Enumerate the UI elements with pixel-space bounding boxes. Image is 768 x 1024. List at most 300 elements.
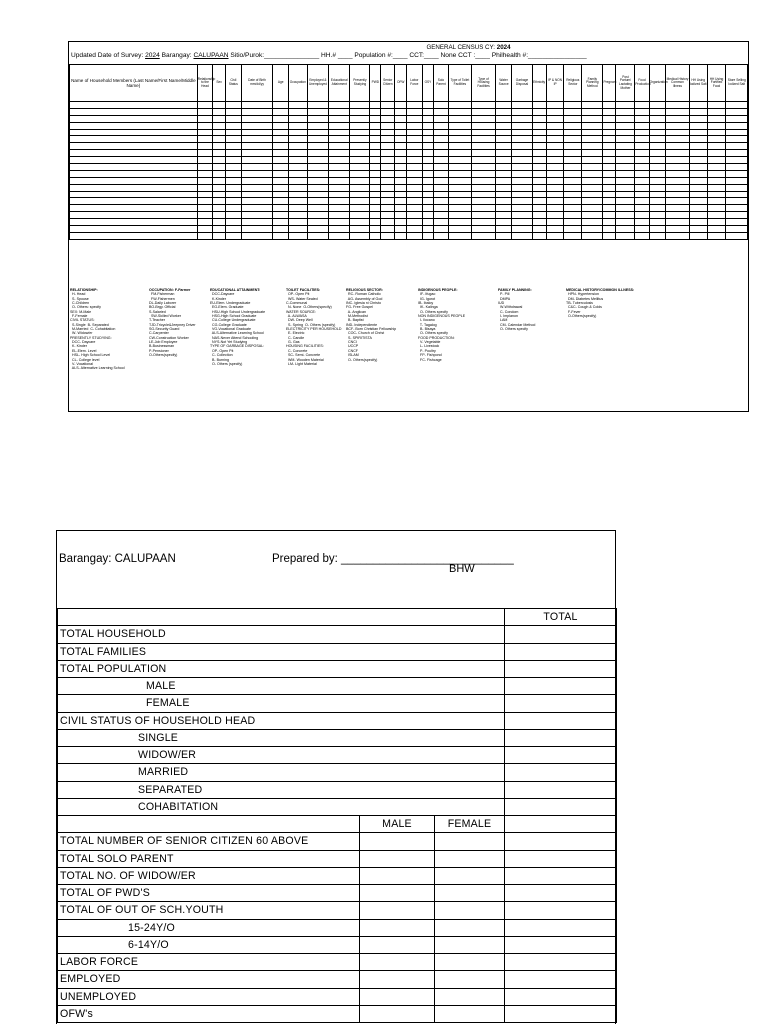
- total-value-cell[interactable]: [505, 919, 617, 936]
- census-cell[interactable]: [582, 143, 603, 150]
- census-cell[interactable]: [329, 129, 350, 136]
- census-cell[interactable]: [666, 219, 690, 226]
- census-cell[interactable]: [472, 198, 496, 205]
- census-cell[interactable]: [582, 108, 603, 115]
- male-value-cell[interactable]: [360, 971, 435, 988]
- census-cell[interactable]: [395, 129, 407, 136]
- census-cell[interactable]: [472, 212, 496, 219]
- census-cell[interactable]: [288, 150, 307, 157]
- census-cell[interactable]: [635, 212, 649, 219]
- census-cell[interactable]: [532, 157, 546, 164]
- census-cell[interactable]: [512, 226, 532, 233]
- census-cell[interactable]: [532, 226, 546, 233]
- census-cell[interactable]: [616, 157, 635, 164]
- census-cell[interactable]: [434, 219, 448, 226]
- census-cell[interactable]: [213, 205, 226, 212]
- census-cell[interactable]: [546, 219, 564, 226]
- total-value-cell[interactable]: [505, 643, 617, 660]
- census-cell[interactable]: [422, 122, 434, 129]
- census-cell[interactable]: [288, 136, 307, 143]
- census-cell[interactable]: [273, 198, 288, 205]
- census-cell[interactable]: [213, 115, 226, 122]
- census-cell[interactable]: [288, 170, 307, 177]
- census-cell[interactable]: [495, 129, 512, 136]
- total-value-cell[interactable]: [505, 747, 617, 764]
- census-cell[interactable]: [726, 102, 748, 109]
- census-cell[interactable]: [213, 102, 226, 109]
- census-cell[interactable]: [582, 177, 603, 184]
- census-cell[interactable]: [407, 226, 422, 233]
- census-cell[interactable]: [381, 150, 395, 157]
- census-cell[interactable]: [689, 226, 707, 233]
- census-cell[interactable]: [448, 157, 472, 164]
- census-cell[interactable]: [329, 191, 350, 198]
- census-cell[interactable]: [226, 219, 241, 226]
- male-value-cell[interactable]: [360, 867, 435, 884]
- female-value-cell[interactable]: [435, 902, 505, 919]
- census-cell[interactable]: [307, 205, 328, 212]
- census-cell[interactable]: [649, 164, 666, 171]
- total-value-cell[interactable]: [505, 781, 617, 798]
- census-cell[interactable]: [407, 170, 422, 177]
- census-cell[interactable]: [288, 226, 307, 233]
- census-cell[interactable]: [329, 164, 350, 171]
- census-cell[interactable]: [666, 191, 690, 198]
- census-cell[interactable]: [407, 136, 422, 143]
- census-cell[interactable]: [448, 205, 472, 212]
- census-cell[interactable]: [370, 177, 381, 184]
- census-cell[interactable]: [273, 232, 288, 239]
- census-cell[interactable]: [407, 150, 422, 157]
- census-cell[interactable]: [370, 170, 381, 177]
- census-cell[interactable]: [273, 219, 288, 226]
- census-cell[interactable]: [241, 184, 273, 191]
- female-value-cell[interactable]: [435, 1005, 505, 1022]
- census-cell[interactable]: [407, 198, 422, 205]
- census-cell[interactable]: [350, 164, 370, 171]
- census-cell[interactable]: [407, 129, 422, 136]
- census-cell[interactable]: [381, 108, 395, 115]
- census-cell[interactable]: [434, 108, 448, 115]
- census-cell[interactable]: [422, 157, 434, 164]
- census-cell[interactable]: [307, 219, 328, 226]
- census-cell[interactable]: [197, 115, 212, 122]
- census-cell[interactable]: [635, 108, 649, 115]
- census-cell[interactable]: [70, 129, 198, 136]
- census-cell[interactable]: [213, 212, 226, 219]
- census-cell[interactable]: [226, 205, 241, 212]
- census-cell[interactable]: [603, 232, 616, 239]
- census-cell[interactable]: [226, 150, 241, 157]
- census-cell[interactable]: [582, 136, 603, 143]
- census-cell[interactable]: [226, 108, 241, 115]
- census-cell[interactable]: [582, 205, 603, 212]
- census-cell[interactable]: [546, 198, 564, 205]
- census-cell[interactable]: [582, 157, 603, 164]
- census-cell[interactable]: [635, 122, 649, 129]
- census-cell[interactable]: [582, 129, 603, 136]
- census-cell[interactable]: [635, 184, 649, 191]
- census-cell[interactable]: [635, 191, 649, 198]
- census-cell[interactable]: [616, 115, 635, 122]
- census-cell[interactable]: [70, 212, 198, 219]
- census-cell[interactable]: [422, 115, 434, 122]
- census-cell[interactable]: [649, 122, 666, 129]
- census-cell[interactable]: [329, 212, 350, 219]
- census-cell[interactable]: [707, 129, 726, 136]
- census-cell[interactable]: [472, 157, 496, 164]
- census-cell[interactable]: [564, 115, 582, 122]
- census-cell[interactable]: [422, 219, 434, 226]
- census-cell[interactable]: [495, 150, 512, 157]
- census-cell[interactable]: [307, 191, 328, 198]
- census-cell[interactable]: [582, 219, 603, 226]
- census-cell[interactable]: [649, 205, 666, 212]
- census-cell[interactable]: [422, 226, 434, 233]
- census-cell[interactable]: [532, 164, 546, 171]
- census-cell[interactable]: [666, 198, 690, 205]
- census-cell[interactable]: [407, 164, 422, 171]
- census-cell[interactable]: [666, 115, 690, 122]
- census-cell[interactable]: [635, 143, 649, 150]
- census-cell[interactable]: [495, 205, 512, 212]
- census-cell[interactable]: [616, 219, 635, 226]
- census-cell[interactable]: [635, 170, 649, 177]
- census-cell[interactable]: [726, 232, 748, 239]
- census-cell[interactable]: [434, 177, 448, 184]
- total-value-cell[interactable]: [505, 729, 617, 746]
- census-cell[interactable]: [649, 198, 666, 205]
- census-cell[interactable]: [434, 115, 448, 122]
- census-cell[interactable]: [564, 170, 582, 177]
- census-cell[interactable]: [407, 108, 422, 115]
- census-cell[interactable]: [666, 184, 690, 191]
- census-cell[interactable]: [616, 108, 635, 115]
- census-cell[interactable]: [603, 122, 616, 129]
- census-cell[interactable]: [603, 129, 616, 136]
- census-cell[interactable]: [370, 198, 381, 205]
- census-cell[interactable]: [241, 226, 273, 233]
- female-value-cell[interactable]: [435, 988, 505, 1005]
- census-cell[interactable]: [472, 191, 496, 198]
- census-cell[interactable]: [381, 136, 395, 143]
- census-cell[interactable]: [213, 136, 226, 143]
- census-cell[interactable]: [666, 205, 690, 212]
- total-value-cell[interactable]: [505, 798, 617, 815]
- census-cell[interactable]: [546, 115, 564, 122]
- census-cell[interactable]: [407, 102, 422, 109]
- census-cell[interactable]: [422, 191, 434, 198]
- census-cell[interactable]: [350, 136, 370, 143]
- census-cell[interactable]: [407, 122, 422, 129]
- census-cell[interactable]: [472, 232, 496, 239]
- census-cell[interactable]: [448, 136, 472, 143]
- total-value-cell[interactable]: [505, 902, 617, 919]
- census-cell[interactable]: [407, 157, 422, 164]
- census-cell[interactable]: [197, 150, 212, 157]
- census-cell[interactable]: [472, 136, 496, 143]
- census-cell[interactable]: [512, 232, 532, 239]
- census-cell[interactable]: [226, 226, 241, 233]
- census-cell[interactable]: [370, 143, 381, 150]
- census-cell[interactable]: [649, 170, 666, 177]
- census-cell[interactable]: [241, 102, 273, 109]
- census-cell[interactable]: [616, 143, 635, 150]
- census-cell[interactable]: [649, 212, 666, 219]
- census-cell[interactable]: [197, 170, 212, 177]
- census-cell[interactable]: [649, 115, 666, 122]
- male-value-cell[interactable]: [360, 1005, 435, 1022]
- census-cell[interactable]: [422, 198, 434, 205]
- census-cell[interactable]: [512, 191, 532, 198]
- census-cell[interactable]: [70, 157, 198, 164]
- census-cell[interactable]: [241, 212, 273, 219]
- census-cell[interactable]: [582, 226, 603, 233]
- census-cell[interactable]: [546, 177, 564, 184]
- census-cell[interactable]: [381, 143, 395, 150]
- census-cell[interactable]: [726, 177, 748, 184]
- census-cell[interactable]: [381, 157, 395, 164]
- total-value-cell[interactable]: [505, 678, 617, 695]
- census-cell[interactable]: [448, 198, 472, 205]
- total-value-cell[interactable]: [505, 867, 617, 884]
- census-cell[interactable]: [666, 170, 690, 177]
- census-cell[interactable]: [241, 232, 273, 239]
- census-cell[interactable]: [434, 129, 448, 136]
- census-cell[interactable]: [381, 164, 395, 171]
- total-value-cell[interactable]: [505, 695, 617, 712]
- census-cell[interactable]: [226, 102, 241, 109]
- census-cell[interactable]: [472, 129, 496, 136]
- census-cell[interactable]: [649, 226, 666, 233]
- census-cell[interactable]: [616, 102, 635, 109]
- census-cell[interactable]: [70, 170, 198, 177]
- census-cell[interactable]: [422, 136, 434, 143]
- census-cell[interactable]: [649, 184, 666, 191]
- census-cell[interactable]: [350, 184, 370, 191]
- male-value-cell[interactable]: [360, 885, 435, 902]
- total-value-cell[interactable]: [505, 712, 617, 729]
- census-cell[interactable]: [395, 102, 407, 109]
- census-cell[interactable]: [395, 212, 407, 219]
- census-cell[interactable]: [726, 122, 748, 129]
- census-cell[interactable]: [546, 136, 564, 143]
- census-cell[interactable]: [726, 108, 748, 115]
- census-cell[interactable]: [350, 177, 370, 184]
- census-cell[interactable]: [472, 205, 496, 212]
- census-cell[interactable]: [689, 184, 707, 191]
- census-cell[interactable]: [726, 212, 748, 219]
- census-cell[interactable]: [350, 191, 370, 198]
- census-cell[interactable]: [649, 232, 666, 239]
- census-cell[interactable]: [726, 150, 748, 157]
- census-cell[interactable]: [288, 205, 307, 212]
- census-cell[interactable]: [197, 129, 212, 136]
- census-cell[interactable]: [726, 184, 748, 191]
- census-cell[interactable]: [616, 205, 635, 212]
- census-cell[interactable]: [241, 205, 273, 212]
- census-cell[interactable]: [512, 198, 532, 205]
- census-cell[interactable]: [532, 198, 546, 205]
- census-cell[interactable]: [70, 136, 198, 143]
- census-cell[interactable]: [350, 205, 370, 212]
- census-cell[interactable]: [448, 108, 472, 115]
- census-cell[interactable]: [649, 219, 666, 226]
- census-cell[interactable]: [707, 157, 726, 164]
- census-cell[interactable]: [616, 212, 635, 219]
- census-cell[interactable]: [495, 136, 512, 143]
- census-cell[interactable]: [635, 115, 649, 122]
- total-value-cell[interactable]: [505, 1005, 617, 1022]
- census-cell[interactable]: [434, 198, 448, 205]
- male-value-cell[interactable]: [360, 936, 435, 953]
- census-cell[interactable]: [649, 129, 666, 136]
- census-cell[interactable]: [395, 150, 407, 157]
- census-cell[interactable]: [422, 205, 434, 212]
- census-cell[interactable]: [689, 191, 707, 198]
- census-cell[interactable]: [350, 150, 370, 157]
- census-cell[interactable]: [603, 143, 616, 150]
- census-cell[interactable]: [582, 212, 603, 219]
- census-cell[interactable]: [532, 129, 546, 136]
- male-value-cell[interactable]: [360, 850, 435, 867]
- census-cell[interactable]: [448, 177, 472, 184]
- census-cell[interactable]: [197, 122, 212, 129]
- census-cell[interactable]: [70, 150, 198, 157]
- census-cell[interactable]: [226, 129, 241, 136]
- census-cell[interactable]: [726, 198, 748, 205]
- census-cell[interactable]: [512, 184, 532, 191]
- census-cell[interactable]: [603, 198, 616, 205]
- census-cell[interactable]: [70, 191, 198, 198]
- census-cell[interactable]: [241, 150, 273, 157]
- census-cell[interactable]: [434, 191, 448, 198]
- census-cell[interactable]: [564, 122, 582, 129]
- census-cell[interactable]: [707, 108, 726, 115]
- census-cell[interactable]: [307, 102, 328, 109]
- census-cell[interactable]: [448, 164, 472, 171]
- census-cell[interactable]: [241, 219, 273, 226]
- male-value-cell[interactable]: [360, 919, 435, 936]
- census-cell[interactable]: [329, 177, 350, 184]
- total-value-cell[interactable]: [505, 971, 617, 988]
- census-cell[interactable]: [395, 219, 407, 226]
- census-cell[interactable]: [649, 150, 666, 157]
- census-cell[interactable]: [649, 177, 666, 184]
- census-cell[interactable]: [582, 170, 603, 177]
- census-cell[interactable]: [649, 102, 666, 109]
- census-cell[interactable]: [689, 150, 707, 157]
- census-cell[interactable]: [370, 232, 381, 239]
- census-cell[interactable]: [381, 177, 395, 184]
- census-cell[interactable]: [422, 129, 434, 136]
- census-cell[interactable]: [370, 212, 381, 219]
- census-cell[interactable]: [448, 191, 472, 198]
- census-cell[interactable]: [495, 191, 512, 198]
- census-cell[interactable]: [307, 212, 328, 219]
- census-cell[interactable]: [666, 232, 690, 239]
- census-cell[interactable]: [582, 115, 603, 122]
- census-cell[interactable]: [70, 232, 198, 239]
- census-cell[interactable]: [370, 157, 381, 164]
- census-cell[interactable]: [307, 108, 328, 115]
- census-cell[interactable]: [329, 136, 350, 143]
- census-cell[interactable]: [448, 184, 472, 191]
- census-cell[interactable]: [448, 170, 472, 177]
- census-cell[interactable]: [666, 157, 690, 164]
- census-cell[interactable]: [616, 198, 635, 205]
- census-cell[interactable]: [307, 150, 328, 157]
- census-cell[interactable]: [288, 122, 307, 129]
- census-cell[interactable]: [707, 102, 726, 109]
- total-value-cell[interactable]: [505, 764, 617, 781]
- census-cell[interactable]: [495, 219, 512, 226]
- census-cell[interactable]: [241, 177, 273, 184]
- census-cell[interactable]: [434, 170, 448, 177]
- census-cell[interactable]: [564, 226, 582, 233]
- census-cell[interactable]: [434, 102, 448, 109]
- census-cell[interactable]: [329, 205, 350, 212]
- census-cell[interactable]: [307, 143, 328, 150]
- census-cell[interactable]: [226, 115, 241, 122]
- census-cell[interactable]: [381, 212, 395, 219]
- census-cell[interactable]: [546, 102, 564, 109]
- census-cell[interactable]: [226, 170, 241, 177]
- census-cell[interactable]: [726, 219, 748, 226]
- census-cell[interactable]: [213, 198, 226, 205]
- census-cell[interactable]: [495, 143, 512, 150]
- census-cell[interactable]: [448, 212, 472, 219]
- census-cell[interactable]: [635, 150, 649, 157]
- census-cell[interactable]: [649, 108, 666, 115]
- census-cell[interactable]: [512, 157, 532, 164]
- census-cell[interactable]: [616, 170, 635, 177]
- census-cell[interactable]: [381, 232, 395, 239]
- census-cell[interactable]: [70, 122, 198, 129]
- census-cell[interactable]: [307, 198, 328, 205]
- census-cell[interactable]: [381, 170, 395, 177]
- census-cell[interactable]: [307, 232, 328, 239]
- census-cell[interactable]: [689, 122, 707, 129]
- census-cell[interactable]: [70, 219, 198, 226]
- census-cell[interactable]: [273, 122, 288, 129]
- census-cell[interactable]: [546, 157, 564, 164]
- census-cell[interactable]: [707, 115, 726, 122]
- census-cell[interactable]: [564, 198, 582, 205]
- census-cell[interactable]: [273, 108, 288, 115]
- census-cell[interactable]: [197, 177, 212, 184]
- census-cell[interactable]: [241, 170, 273, 177]
- census-cell[interactable]: [213, 108, 226, 115]
- census-cell[interactable]: [472, 177, 496, 184]
- census-cell[interactable]: [707, 170, 726, 177]
- census-cell[interactable]: [635, 164, 649, 171]
- census-cell[interactable]: [689, 115, 707, 122]
- census-cell[interactable]: [197, 198, 212, 205]
- census-cell[interactable]: [395, 164, 407, 171]
- census-cell[interactable]: [350, 129, 370, 136]
- census-cell[interactable]: [213, 219, 226, 226]
- census-cell[interactable]: [666, 122, 690, 129]
- census-cell[interactable]: [329, 226, 350, 233]
- census-cell[interactable]: [707, 212, 726, 219]
- census-cell[interactable]: [370, 108, 381, 115]
- census-cell[interactable]: [603, 191, 616, 198]
- census-cell[interactable]: [197, 184, 212, 191]
- census-cell[interactable]: [582, 232, 603, 239]
- census-cell[interactable]: [197, 164, 212, 171]
- census-cell[interactable]: [689, 170, 707, 177]
